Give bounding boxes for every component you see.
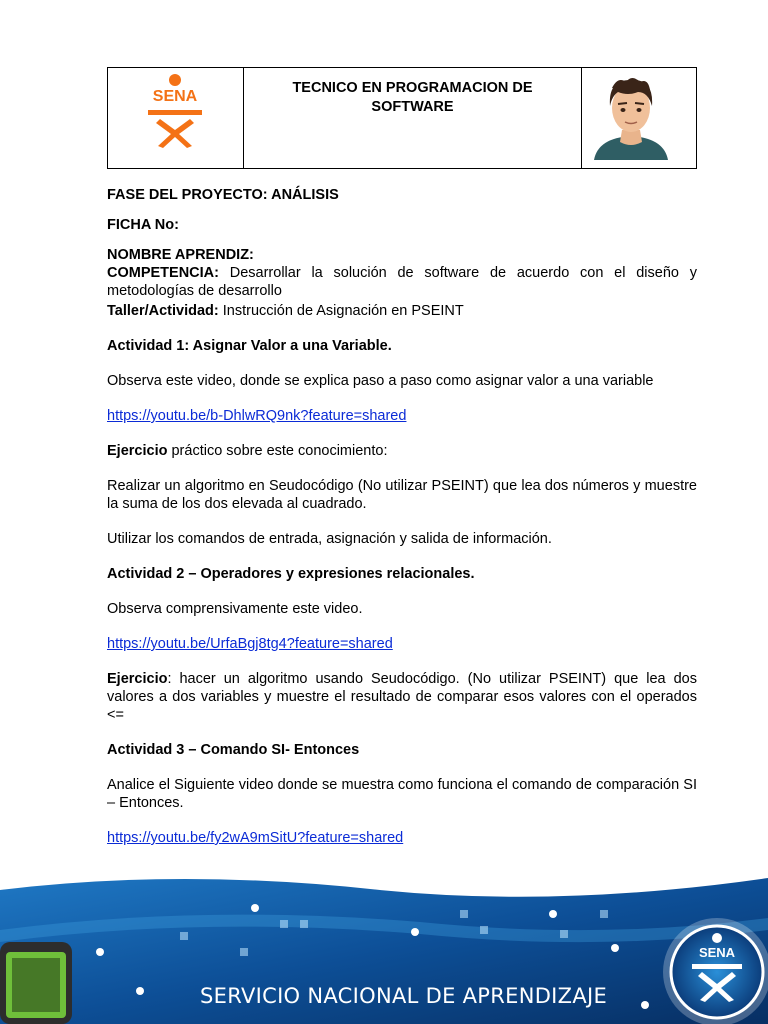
exercise2-paragraph	[107, 670, 697, 724]
activity1-note: Utilizar los comandos de entrada, asignación y salida de información.	[107, 531, 552, 547]
exercise1-text: práctico sobre este conocimiento:	[167, 443, 388, 459]
taller-label: Taller/Actividad:	[107, 303, 219, 319]
activity1-description: Observa este video, donde se explica paso a paso como asignar valor a una variable	[107, 373, 654, 389]
activity3-title: Actividad 3 – Comando SI- Entonces	[107, 742, 360, 758]
sena-logo-icon	[108, 68, 243, 168]
ficha-line: FICHA No:	[107, 217, 179, 233]
exercise1-label: Ejercicio	[107, 443, 168, 459]
fase-line: FASE DEL PROYECTO: ANÁLISIS	[107, 187, 339, 203]
avatar-cell	[582, 68, 696, 168]
activity1-task: Realizar un algoritmo en Seudocódigo (No utilizar PSEINT) que lea dos números y muestre la suma de los dos elevada al cuadrado.	[107, 478, 697, 512]
activity3-description: Analice el Siguiente video donde se muestra como funciona el comando de comparación SI – Entonces.	[107, 777, 697, 811]
logo-cell	[108, 68, 244, 168]
document-body	[107, 186, 697, 847]
header-title	[244, 68, 582, 168]
footer-banner-text: SERVICIO NACIONAL DE APRENDIZAJE	[200, 984, 608, 1008]
sena-logo-text: SENA	[152, 88, 198, 105]
nombre-line: NOMBRE APRENDIZ:	[107, 247, 254, 263]
taller-text: Instrucción de Asignación en PSEINT	[218, 303, 464, 319]
exercise2-label: Ejercicio	[107, 671, 168, 687]
footer-sena-logo-icon	[687, 942, 747, 962]
footer-logo-text: SENA	[698, 945, 736, 960]
activity1-title: Actividad 1: Asignar Valor a una Variable.	[107, 338, 392, 354]
competencia-text: Desarrollar la solución de software de acuerdo con el diseño y metodologías de desarrollo	[107, 265, 697, 299]
activity2-description: Observa comprensivamente este video.	[107, 601, 363, 617]
exercise1-paragraph	[107, 442, 697, 460]
monitor-icon	[0, 942, 72, 1024]
footer-banner	[0, 860, 768, 1024]
activity2-video-link[interactable]: https://youtu.be/UrfaBgj8tg4?feature=shared	[107, 636, 393, 652]
activity2-title: Actividad 2 – Operadores y expresiones relacionales.	[107, 566, 475, 582]
exercise2-text: : hacer un algoritmo usando Seudocódigo. (No utilizar PSEINT) que lea dos valores a dos variables y muestre el resultado de comparar esos valores con el operados <=	[107, 671, 697, 723]
activity3-video-link[interactable]: https://youtu.be/fy2wA9mSitU?feature=shared	[107, 830, 404, 846]
header-title-line2: SOFTWARE	[371, 99, 454, 115]
activity1-video-link[interactable]: https://youtu.be/b-DhlwRQ9nk?feature=shared	[107, 408, 407, 424]
taller-paragraph	[107, 302, 697, 320]
competencia-label: COMPETENCIA:	[107, 265, 219, 281]
competencia-paragraph	[107, 264, 697, 300]
header-table	[107, 67, 697, 169]
header-title-line1: TECNICO EN PROGRAMACION DE	[292, 80, 533, 96]
avatar	[588, 72, 674, 162]
